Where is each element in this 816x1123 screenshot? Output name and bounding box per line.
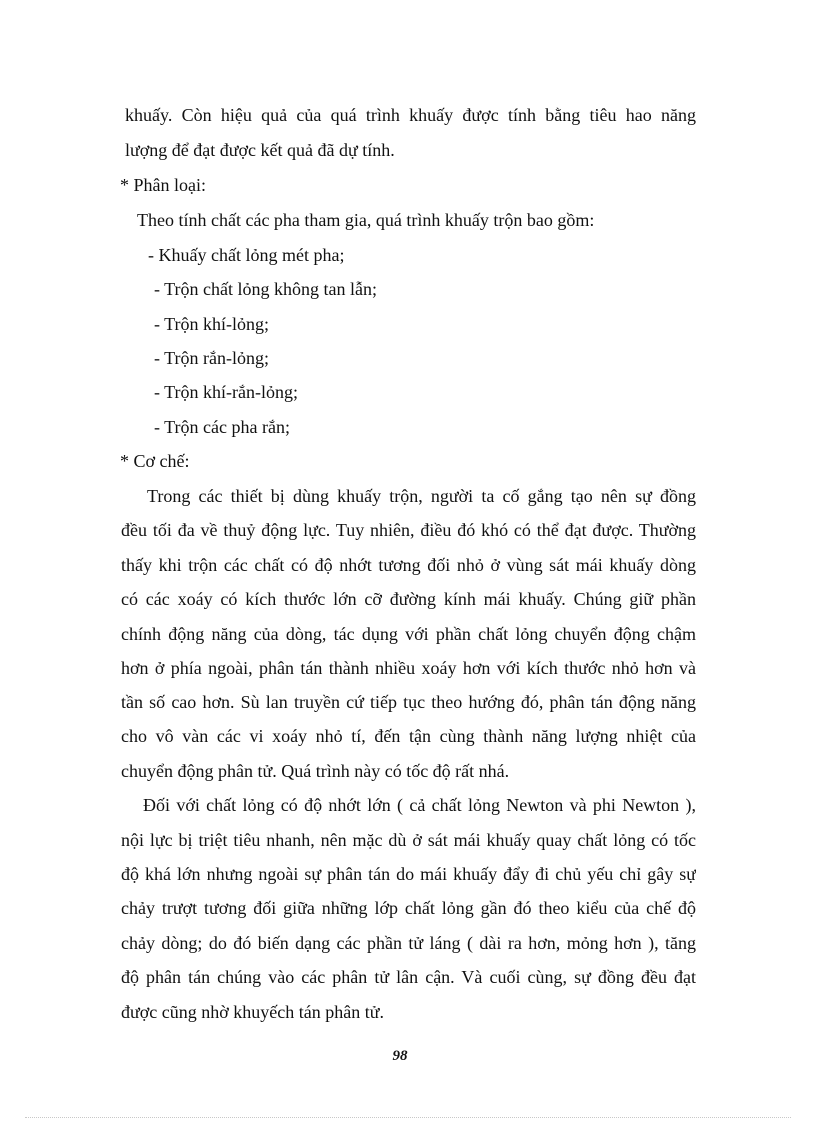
list-item: - Trộn khí-lỏng; [154,314,270,334]
paragraph-line: nội lực bị triệt tiêu nhanh, nên mặc dù ở sát mái khuấy quay chất lỏng có tốc [121,830,696,850]
paragraph-line: khuấy. Còn hiệu quả của quá trình khuấy được tính bằng tiêu hao năng [125,105,696,125]
list-item: - Trộn khí-rắn-lỏng; [154,382,298,402]
paragraph-line: hơn ở phía ngoài, phân tán thành nhiều xoáy hơn với kích thước nhỏ hơn và [121,658,696,678]
paragraph-line: có các xoáy có kích thước lớn cỡ đường kính mái khuấy. Chúng giữ phần [121,589,696,609]
paragraph-line: Đối với chất lỏng có độ nhớt lớn ( cả chất lỏng Newton và phi Newton ), [143,795,696,815]
section-heading: * Phân loại: [120,175,206,195]
list-item: - Trộn rắn-lỏng; [154,348,270,368]
paragraph-line: độ phân tán chúng vào các phân tử lân cận. Và cuối cùng, sự đồng đều đạt [121,967,696,987]
paragraph-line: Theo tính chất các pha tham gia, quá trình khuấy trộn bao gồm: [137,210,595,230]
paragraph-line: được cũng nhờ khuyếch tán phân tử. [121,1002,384,1022]
paragraph-line: thấy khi trộn các chất có độ nhớt tương đối nhỏ ở vùng sát mái khuấy dòng [121,555,696,575]
list-item: - Khuấy chất lỏng mét pha; [148,245,345,265]
paragraph-line: chuyển động phân tử. Quá trình này có tốc độ rất nhá. [121,761,510,781]
paragraph-line: độ khá lớn nhưng ngoài sự phân tán do mái khuấy đẩy đi chủ yếu chỉ gây sự [121,864,696,884]
paragraph-line: chảy trượt tương đối giữa những lớp chất lỏng gần đó theo kiểu của chế độ [121,898,696,918]
paragraph-line: Trong các thiết bị dùng khuấy trộn, người ta cố gắng tạo nên sự đồng [147,486,696,506]
list-item: - Trộn các pha rắn; [154,417,290,437]
section-heading: * Cơ chế: [120,451,190,471]
paragraph-line: lượng để đạt được kết quả đã dự tính. [125,140,395,160]
paragraph-line: cho vô vàn các vi xoáy nhỏ tí, đến tận cùng thành năng lượng nhiệt của [121,726,696,746]
list-item: - Trộn chất lỏng không tan lẫn; [154,279,377,299]
paragraph-line: tần số cao hơn. Sù lan truyền cứ tiếp tục theo hướng đó, phân tán động năng [121,692,696,712]
page-number: 98 [392,1048,408,1064]
paragraph-line: chính động năng của dòng, tác dụng với phần chất lỏng chuyển động chậm [121,624,696,644]
paragraph-line: chảy dòng; do đó biến dạng các phần tử láng ( dài ra hơn, mỏng hơn ), tăng [121,933,696,953]
paragraph-line: đều tối đa về thuỷ động lực. Tuy nhiên, điều đó khó có thể đạt được. Thường [121,520,696,540]
page-bottom-divider [25,1117,791,1118]
